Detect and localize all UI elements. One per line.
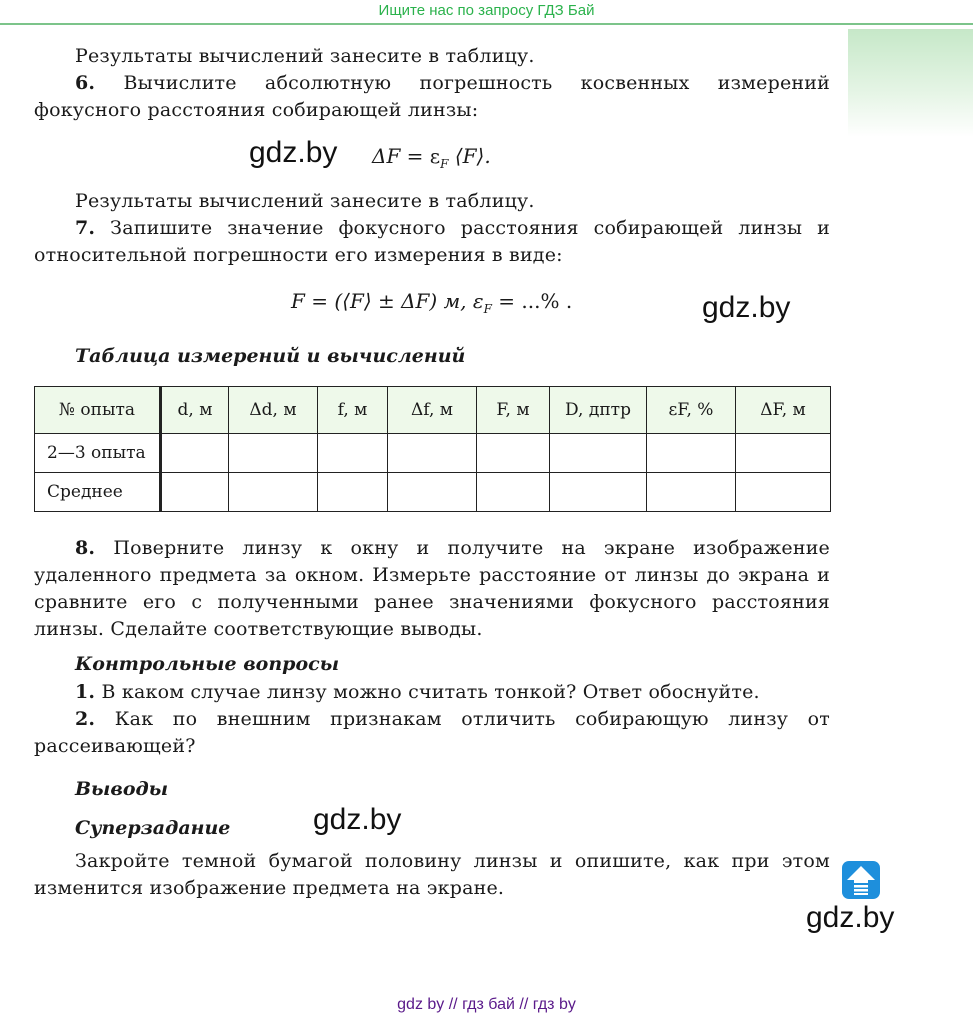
col-header: d, м — [161, 387, 229, 434]
table-cell — [477, 473, 550, 512]
col-header: Δd, м — [229, 387, 318, 434]
supertask-text: Закройте темной бумагой половину линзы и опишите, как при этом изменится изображение предмета на экране. — [34, 850, 830, 899]
question-text: Как по внешним признакам отличить собирающую линзу от рассеивающей? — [34, 708, 830, 757]
results-note-2: Результаты вычислений занесите в таблицу. — [75, 190, 535, 212]
table-cell — [161, 473, 229, 512]
step-text: Поверните линзу к окну и получите на экране изображение удаленного предмета за окном. Измерьте расстояние от линзы до экрана и сравните его с полученными ранее значениями фокусного расстояния линзы. Сделайте соответствующие выводы. — [34, 537, 830, 640]
section-step7 — [34, 188, 830, 269]
section-step8 — [34, 535, 830, 643]
formula-sub: F — [483, 302, 492, 316]
watermark: gdz.by — [702, 291, 791, 324]
section-step6 — [34, 43, 830, 124]
table-row — [35, 473, 831, 512]
results-note-1: Результаты вычислений занесите в таблицу. — [75, 45, 535, 67]
table-cell — [388, 473, 477, 512]
table-cell — [550, 473, 647, 512]
supertask-section — [34, 848, 830, 902]
formula-result — [291, 289, 572, 316]
table-cell — [736, 473, 831, 512]
step-text: Вычислите абсолютную погрешность косвенных измерений фокусного расстояния собирающей линзы: — [34, 72, 830, 121]
measurements-table — [34, 386, 831, 512]
table-cell — [647, 473, 736, 512]
step-number: 8. — [75, 537, 96, 559]
table-header-row — [35, 387, 831, 434]
formula-lhs: ΔF — [372, 144, 401, 168]
control-questions — [34, 679, 830, 760]
watermark: gdz.by — [806, 901, 895, 934]
top-banner — [0, 0, 973, 25]
col-header: εF, % — [647, 387, 736, 434]
col-header: f, м — [318, 387, 388, 434]
supertask-heading: Суперзадание — [75, 817, 231, 839]
table-cell — [550, 434, 647, 473]
question-text: В каком случае линзу можно считать тонкой? Ответ обоснуйте. — [95, 681, 760, 703]
table-cell — [388, 434, 477, 473]
question-number: 1. — [75, 681, 96, 703]
table-cell — [229, 434, 318, 473]
table-cell — [161, 434, 229, 473]
table-cell — [318, 434, 388, 473]
step-8 — [34, 535, 830, 643]
table-cell — [736, 434, 831, 473]
step-6 — [34, 70, 830, 124]
question-2 — [34, 706, 830, 760]
row-label: 2—3 опыта — [35, 434, 161, 473]
control-questions-heading: Контрольные вопросы — [75, 653, 340, 675]
table-cell — [477, 434, 550, 473]
arrow-up-icon[interactable] — [842, 861, 880, 899]
formula-rhs: ⟨F⟩. — [448, 144, 491, 168]
banner-text: Ищите нас по запросу ГДЗ Бай — [378, 2, 595, 19]
footer: gdz by // гдз бай // гдз by — [397, 996, 576, 1013]
formula-eq: = ε — [400, 144, 441, 168]
formula-part1: F = (⟨F⟩ ± ΔF) м, ε — [291, 289, 484, 313]
table-cell — [229, 473, 318, 512]
col-header: F, м — [477, 387, 550, 434]
watermark: gdz.by — [249, 136, 338, 169]
col-header: ΔF, м — [736, 387, 831, 434]
formula-part2: = ...% . — [491, 289, 573, 313]
col-header: Δf, м — [388, 387, 477, 434]
formula-sub: F — [440, 157, 449, 171]
col-header: № опыта — [35, 387, 161, 434]
conclusions-heading: Выводы — [75, 778, 169, 800]
table-cell — [647, 434, 736, 473]
step-number: 6. — [75, 72, 96, 94]
question-number: 2. — [75, 708, 96, 730]
arrow-up-glyph — [842, 861, 880, 899]
row-label: Среднее — [35, 473, 161, 512]
table-row — [35, 434, 831, 473]
watermark: gdz.by — [313, 803, 402, 836]
formula-delta-f — [372, 144, 491, 171]
step-7 — [34, 215, 830, 269]
side-decoration — [848, 29, 973, 137]
question-1 — [34, 679, 830, 706]
table-title: Таблица измерений и вычислений — [75, 345, 466, 367]
table-cell — [318, 473, 388, 512]
col-header: D, дптр — [550, 387, 647, 434]
step-number: 7. — [75, 217, 96, 239]
step-text: Запишите значение фокусного расстояния собирающей линзы и относительной погрешности его измерения в виде: — [34, 217, 830, 266]
